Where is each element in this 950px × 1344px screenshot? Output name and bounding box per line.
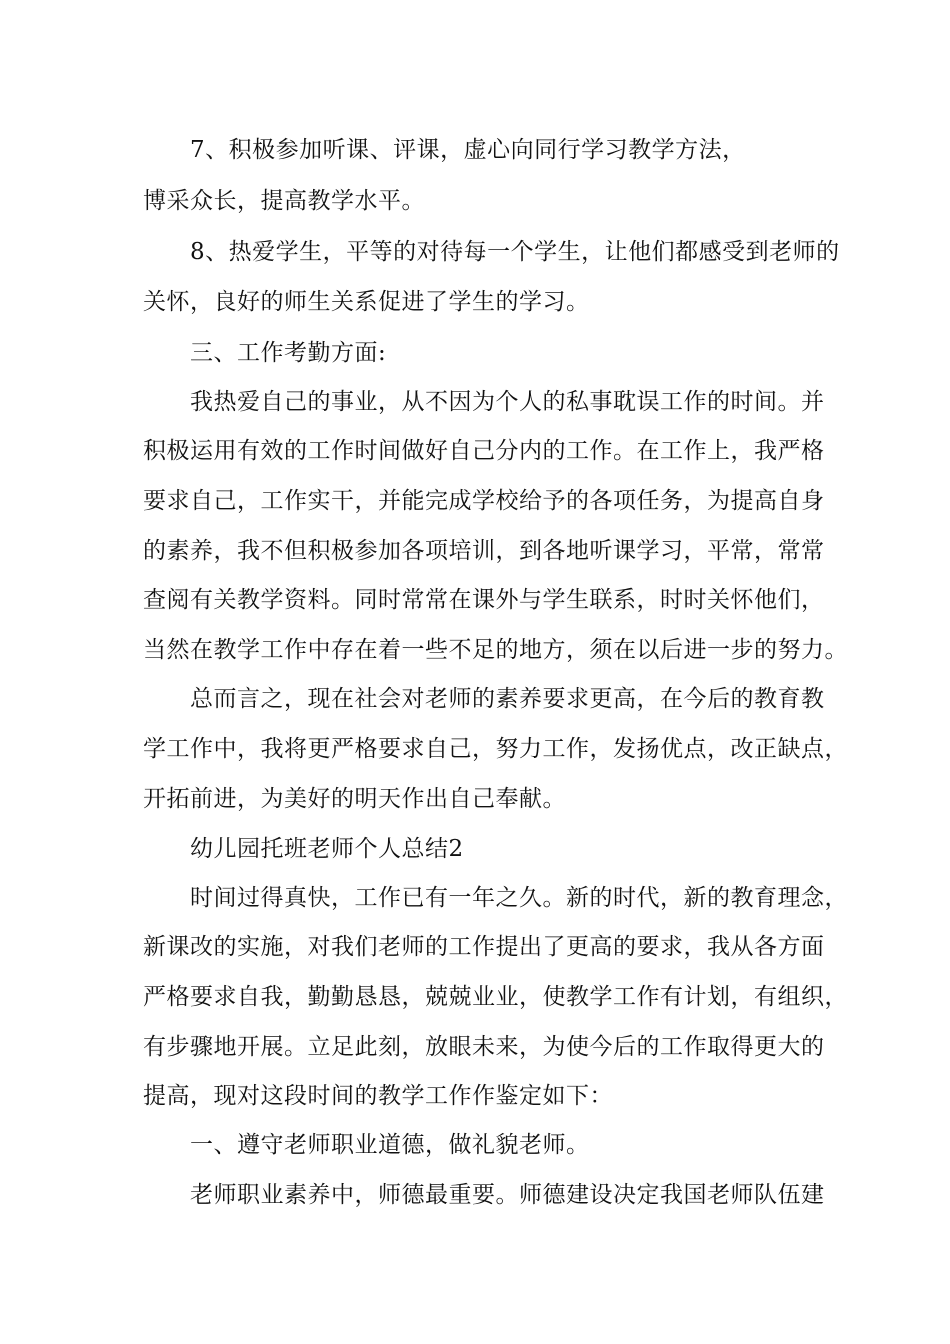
text-line: 学工作中，我将更严格要求自己，努力工作，发扬优点，改正缺点， bbox=[143, 736, 848, 762]
text-line: 时间过得真快，工作已有一年之久。新的时代，新的教育理念， bbox=[190, 885, 848, 911]
text-line: 关怀，良好的师生关系促进了学生的学习。 bbox=[143, 289, 590, 315]
section-heading: 幼儿园托班老师个人总结2 bbox=[190, 836, 464, 862]
section-heading: 三、工作考勤方面: bbox=[190, 340, 387, 366]
text-line: 8、热爱学生，平等的对待每一个学生，让他们都感受到老师的 bbox=[190, 239, 840, 265]
text-line: 严格要求自我，勤勤恳恳，兢兢业业，使教学工作有计划，有组织， bbox=[143, 984, 848, 1010]
text-line: 的素养，我不但积极参加各项培训，到各地听课学习，平常，常常 bbox=[143, 538, 825, 564]
text-line: 开拓前进，为美好的明天作出自己奉献。 bbox=[143, 786, 566, 812]
text-line: 有步骤地开展。立足此刻，放眼未来，为使今后的工作取得更大的 bbox=[143, 1034, 825, 1060]
text-line: 查阅有关教学资料。同时常常在课外与学生联系，时时关怀他们， bbox=[143, 587, 825, 613]
text-line: 提高，现对这段时间的教学工作作鉴定如下： bbox=[143, 1083, 613, 1109]
section-heading: 一、遵守老师职业道德，做礼貌老师。 bbox=[190, 1132, 590, 1158]
text-line: 新课改的实施，对我们老师的工作提出了更高的要求，我从各方面 bbox=[143, 934, 825, 960]
text-line: 要求自己，工作实干，并能完成学校给予的各项任务，为提高自身 bbox=[143, 488, 825, 514]
text-line: 老师职业素养中，师德最重要。师德建设决定我国老师队伍建 bbox=[190, 1182, 825, 1208]
text-line: 我热爱自己的事业，从不因为个人的私事耽误工作的时间。并 bbox=[190, 389, 825, 415]
text-line: 总而言之，现在社会对老师的素养要求更高，在今后的教育教 bbox=[190, 686, 825, 712]
text-line: 积极运用有效的工作时间做好自己分内的工作。在工作上，我严格 bbox=[143, 438, 825, 464]
text-line: 7、积极参加听课、评课，虚心向同行学习教学方法， bbox=[190, 137, 746, 163]
text-line: 博采众长，提高教学水平。 bbox=[143, 188, 425, 214]
text-line: 当然在教学工作中存在着一些不足的地方，须在以后进一步的努力。 bbox=[143, 637, 848, 663]
